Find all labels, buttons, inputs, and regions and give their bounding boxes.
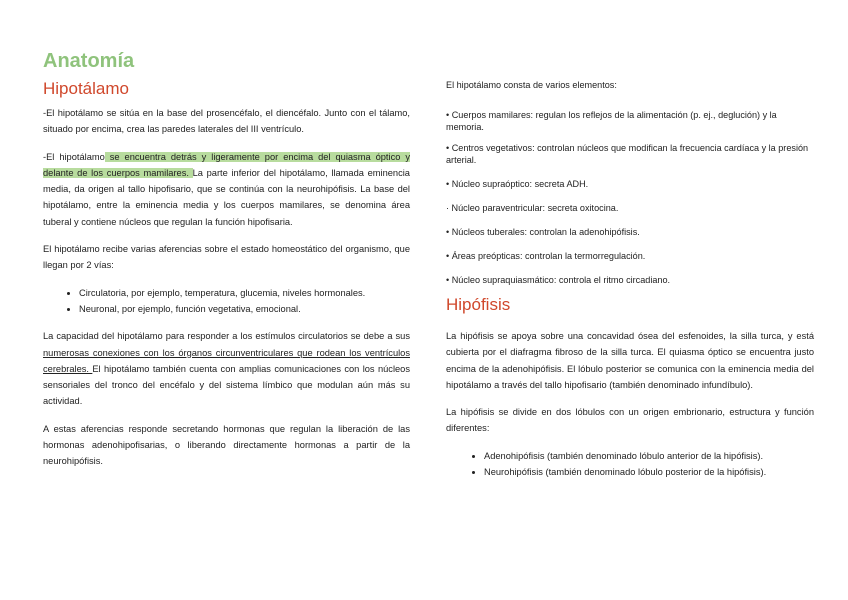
vias-list [43, 285, 410, 318]
hipofisis-paragraph-2: La hipófisis se divide en dos lóbulos con un origen embrionario, estructura y función diferentes: [446, 407, 814, 434]
highlighted-text: se encuentra detrás y ligeramente por encima del quiasma óptico y delante de los cuerpos mamilares. [43, 151, 410, 178]
hipotalamo-heading: Hipotálamo [43, 79, 129, 98]
p4-start: La capacidad del hipotálamo para responder a los estímulos circulatorios se debe a sus [43, 331, 410, 342]
left-column [43, 79, 410, 481]
list-item: • Núcleos tuberales: controlan la adenohipófisis. [446, 227, 640, 237]
page-title: Anatomía [43, 50, 135, 72]
hipotalamo-paragraph-3: El hipotálamo recibe varias aferencias sobre el estado homeostático del organismo, que llegan por 2 vías: [43, 244, 410, 271]
list-item: · Núcleo paraventricular: secreta oxitocina. [446, 203, 619, 213]
list-item: • Áreas preópticas: controlan la termorregulación. [446, 251, 646, 261]
p4-end: El hipotálamo también cuenta con amplias comunicaciones con los núcleos sensoriales del tronco del encéfalo y del sistema límbico que modulan aún más su actividad. [43, 363, 410, 407]
hipofisis-paragraph-1: La hipófisis se apoya sobre una concavidad ósea del esfenoides, la silla turca, y está cubierta por el diafragma fibroso de la silla turca. El quiasma óptico se encuentra justo encima de la adenohipófisis. El lóbulo posterior se comunica con la eminencia media del hipotálamo a través del tallo hipofisario (también denominado infundíbulo). [446, 331, 814, 390]
list-item: • Neuronal, por ejemplo, función vegetativa, emocional. [79, 301, 410, 317]
list-item: • Neurohipófisis (también denominado lóbulo posterior de la hipófisis). [484, 464, 814, 480]
lobulos-list [446, 448, 814, 481]
list-item: • Cuerpos mamilares: regulan los reflejos de la alimentación (p. ej., deglución) y la memoria. [446, 110, 777, 132]
hipotalamo-paragraph-2 [43, 149, 410, 230]
p2-end: La parte inferior del hipotálamo, llamada eminencia media, da origen al tallo hipofisario, que se continúa con la neurohipófisis. La base del hipotálamo, entre la eminencia media y los cuerpos mamilares, se denomina área tuberal y contiene núcleos que regulan la función hipofisaria. [43, 167, 410, 227]
list-item: • Núcleo supraóptico: secreta ADH. [446, 179, 589, 189]
list-item: • Circulatoria, por ejemplo, temperatura, glucemia, niveles hormonales. [79, 285, 410, 301]
right-column [446, 79, 814, 480]
list-item: • Centros vegetativos: controlan núcleos que modifican la frecuencia cardíaca y la presión arterial. [446, 143, 809, 165]
elementos-intro: El hipotálamo consta de varios elementos: [446, 80, 617, 90]
hipotalamo-paragraph-1: -El hipotálamo se sitúa en la base del prosencéfalo, el diencéfalo. Junto con el tálamo, situado por encima, crea las paredes laterales del III ventrículo. [43, 108, 410, 135]
p2-start: -El hipotálamo [43, 151, 105, 162]
hipotalamo-paragraph-4 [43, 328, 410, 409]
hipofisis-heading: Hipófisis [446, 295, 511, 314]
hipotalamo-paragraph-5: A estas aferencias responde secretando hormonas que regulan la liberación de las hormonas adenohipofisarias, o liberando directamente hormonas a partir de la neurohipófisis. [43, 423, 410, 467]
underlined-text: numerosas conexiones con los órganos circunventriculares que rodean los ventrículos cerebrales. [43, 347, 410, 374]
list-item: • Núcleo supraquiasmático: controla el ritmo circadiano. [446, 275, 671, 285]
list-item: • Adenohipófisis (también denominado lóbulo anterior de la hipófisis). [484, 448, 814, 464]
